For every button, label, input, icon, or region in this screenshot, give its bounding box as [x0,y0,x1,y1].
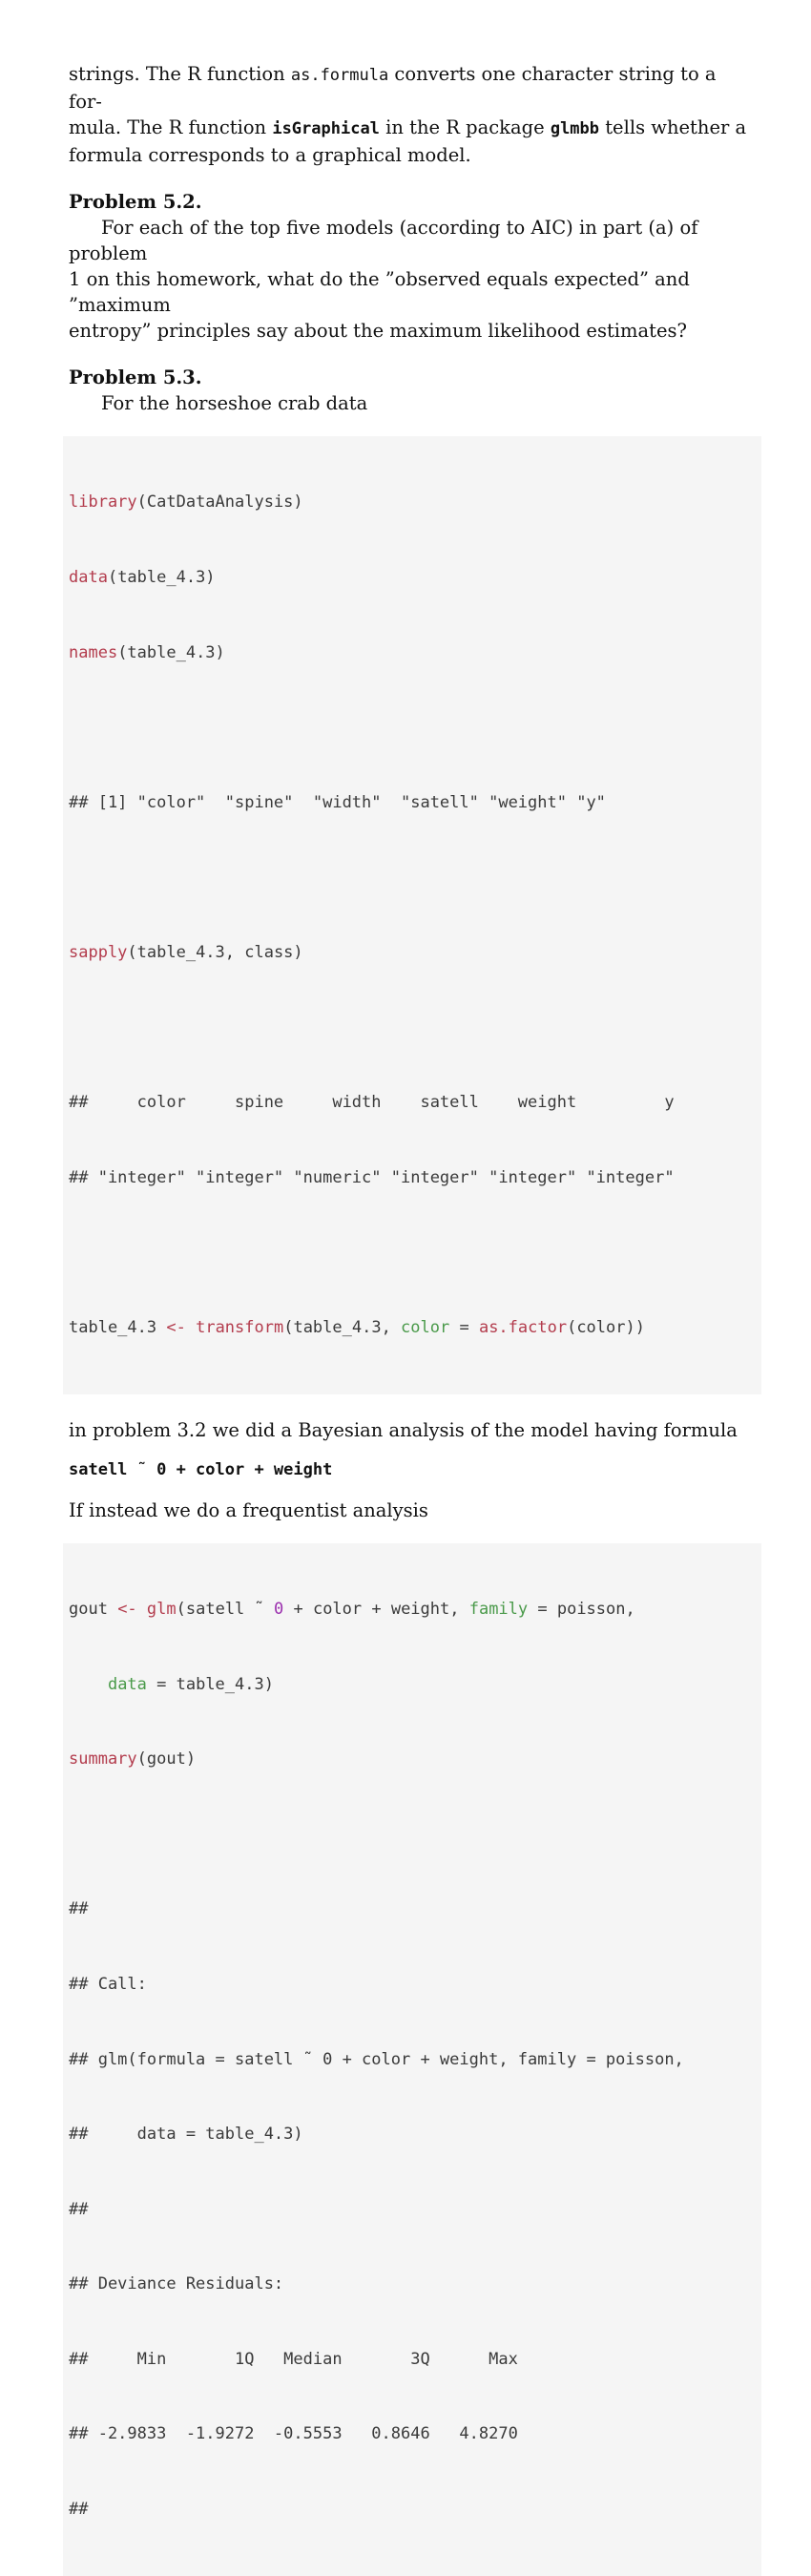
code-text: table_4.3 [69,1317,167,1337]
code-text: = poisson, [528,1599,635,1619]
code-text: (table_4.3, [283,1317,402,1337]
problem-5-3-title: Problem 5.3. [69,367,202,388]
code-text: (satell ˜ [176,1599,274,1619]
code-text: + color + weight, [283,1599,469,1619]
code-line [69,1597,761,1622]
output-line: ## -2.9833 -1.9272 -0.5553 0.8646 4.8270 [69,2424,518,2444]
problem-5-2-line-1: For each of the top five models (according to AIC) in part (a) of problem [69,217,698,264]
frequentist-note: If instead we do a frequentist analysis [69,1498,428,1521]
function-name: library [69,492,137,513]
code-text: (table_4.3) [107,568,216,587]
assign-operator: <- [117,1599,137,1619]
intro-text-5: tells whether a [599,116,747,138]
intro-text-6: formula corresponds to a graphical model. [69,144,471,166]
function-name: data [69,568,108,587]
code-line [69,1747,761,1771]
problem-5-3-body [69,390,752,416]
code-text [186,1318,196,1337]
problem-5-2-line-3: entropy” principles say about the maximum likelihood estimates? [69,320,687,342]
intro-paragraph [69,61,752,168]
glmbb-code: glmbb [550,119,600,138]
formula-display: satell ˜ 0 + color + weight [69,1459,333,1479]
blank-line [69,1240,761,1265]
blank-line [69,715,761,740]
code-text: (CatDataAnalysis) [136,492,303,513]
function-name: summary [69,1749,137,1770]
number-literal: 0 [274,1599,284,1619]
code-text: (color)) [567,1317,645,1337]
code-indent [69,1675,108,1694]
code-text: (table_4.3, class) [127,942,303,962]
document-page [69,61,752,2576]
problem-5-2-line-2: 1 on this homework, what do the ”observed equals expected” and ”maximum [69,268,690,316]
output-line: ## [69,2500,89,2520]
code-text: (table_4.3) [117,642,225,662]
output-line: ## data = table_4.3) [69,2125,303,2145]
code-text [137,1600,147,1619]
output-line: ## Call: [69,1974,147,1994]
argument-name: color [401,1317,450,1337]
intro-text-3: mula. The R function [69,116,273,138]
function-name: names [69,642,118,662]
code-text: = table_4.3) [146,1674,274,1694]
problem-5-3-line-1: For the horseshoe crab data [101,392,368,414]
output-line: ## [1] "color" "spine" "width" "satell" "weight" "y" [69,792,606,812]
function-name: as.factor [478,1317,568,1337]
blank-line [69,1016,761,1040]
code-line [69,490,761,514]
code-block-2 [63,1543,761,2576]
code-line [69,1315,761,1340]
code-text: gout [69,1599,118,1619]
code-block-1 [63,436,761,1394]
as-formula-code: as.formula [290,66,389,85]
output-line: ## Min 1Q Median 3Q Max [69,2349,518,2369]
function-name: transform [196,1317,284,1337]
output-line: ## Deviance Residuals: [69,2274,284,2294]
isgraphical-code: isGraphical [272,119,380,138]
argument-name: family [468,1599,529,1619]
output-line: ## [69,1899,89,1919]
code-text: (gout) [136,1749,197,1770]
problem-5-2-body [69,215,752,344]
intro-text-4: in the R package [379,116,551,138]
code-text: = [449,1317,479,1337]
bayesian-note: in problem 3.2 we did a Bayesian analysis of the model having formula [69,1418,738,1441]
blank-line [69,865,761,890]
code-line [69,940,761,965]
code-line [69,565,761,590]
code-line [69,640,761,665]
output-line: ## color spine width satell weight y [69,1093,675,1113]
problem-5-2-title: Problem 5.2. [69,191,202,213]
output-line: ## "integer" "integer" "numeric" "integer" "integer" "integer" [69,1167,675,1187]
blank-line [69,1822,761,1847]
assign-operator: <- [166,1317,186,1337]
argument-name: data [107,1674,147,1694]
output-line: ## glm(formula = satell ˜ 0 + color + weight, family = poisson, [69,2049,684,2069]
code-line [69,1672,761,1697]
function-name: sapply [69,942,128,962]
intro-text-2: converts one character string to a for- [69,63,717,113]
function-name: glm [146,1599,177,1619]
intro-text-1: strings. The R function [69,63,291,85]
output-line: ## [69,2199,89,2219]
